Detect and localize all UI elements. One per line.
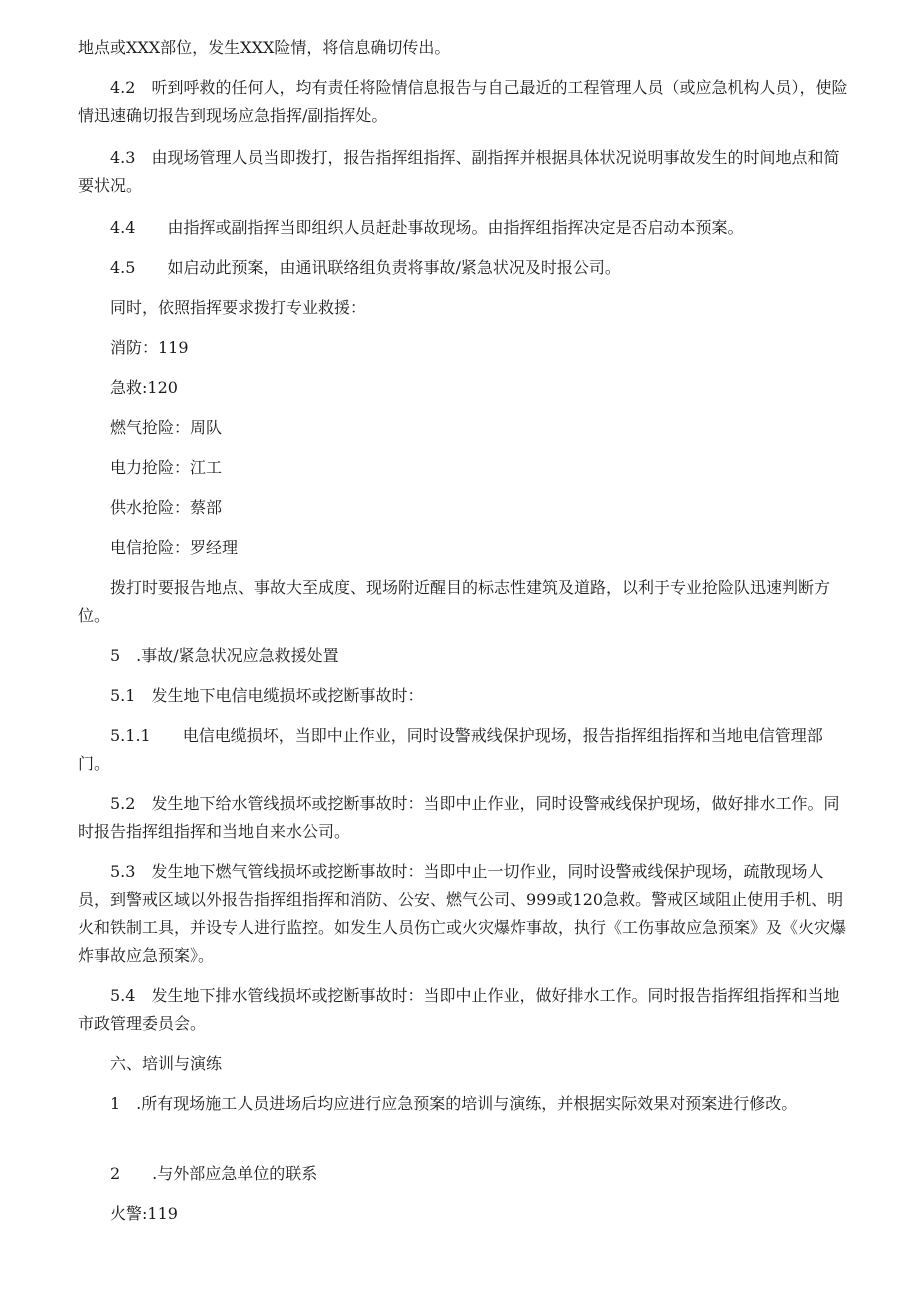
paragraph: 同时，依照指挥要求拨打专业救援： [110, 298, 367, 317]
paragraph: 5.1 发生地下电信电缆损坏或挖断事故时： [110, 686, 424, 705]
contact-line: 消防：119 [110, 338, 189, 357]
paragraph: 5.1.1 电信电缆损坏，当即中止作业，同时设警戒线保护现场，报告指挥组指挥和当地电信管理部门。 [78, 726, 823, 773]
paragraph: 1 .所有现场施工人员进场后均应进行应急预案的培训与演练，并根据实际效果对预案进行修改。 [110, 1094, 798, 1113]
paragraph: 5.3 发生地下燃气管线损坏或挖断事故时：当即中止一切作业，同时设警戒线保护现场，疏散现场人员，到警戒区域以外报告指挥组指挥和消防、公安、燃气公司、999或120急救。警戒区域阻止使用手机、明火和铁制工具，并设专人进行监控。如发生人员伤亡或火灾爆炸事故，执行《工伤事故应急预案》及《火灾爆炸事故应急预案》。 [78, 862, 847, 965]
paragraph: 地点或XXX部位，发生XXX险情，将信息确切传出。 [78, 38, 451, 57]
contact-line: 燃气抢险：周队 [110, 418, 223, 437]
contact-line: 火警:119 [110, 1204, 178, 1223]
contact-line: 电信抢险：罗经理 [110, 538, 239, 557]
paragraph: 2 .与外部应急单位的联系 [110, 1164, 318, 1183]
paragraph: 5.4 发生地下排水管线损坏或挖断事故时：当即中止作业，做好排水工作。同时报告指挥组指挥和当地市政管理委员会。 [78, 986, 840, 1033]
paragraph: 4.2 听到呼救的任何人，均有责任将险情信息报告与自己最近的工程管理人员（或应急机构人员），使险情迅速确切报告到现场应急指挥/副指挥处。 [78, 78, 848, 125]
section-heading: 六、培训与演练 [110, 1054, 223, 1073]
paragraph: 4.3 由现场管理人员当即拨打，报告指挥组指挥、副指挥并根据具体状况说明事故发生的时间地点和简要状况。 [78, 148, 840, 195]
contact-line: 电力抢险：江工 [110, 458, 223, 477]
contact-line: 急救:120 [110, 378, 178, 397]
paragraph: 拨打时要报告地点、事故大至成度、现场附近醒目的标志性建筑及道路，以利于专业抢险队迅速判断方位。 [78, 578, 831, 625]
paragraph: 5.2 发生地下给水管线损坏或挖断事故时：当即中止作业，同时设警戒线保护现场，做好排水工作。同时报告指挥组指挥和当地自来水公司。 [78, 794, 840, 841]
section-heading: 5 .事故/紧急状况应急救援处置 [110, 646, 339, 665]
paragraph: 4.4 由指挥或副指挥当即组织人员赶赴事故现场。由指挥组指挥决定是否启动本预案。 [110, 218, 744, 237]
paragraph: 4.5 如启动此预案，由通讯联络组负责将事故/紧急状况及时报公司。 [110, 258, 621, 277]
contact-line: 供水抢险：蔡部 [110, 498, 223, 517]
